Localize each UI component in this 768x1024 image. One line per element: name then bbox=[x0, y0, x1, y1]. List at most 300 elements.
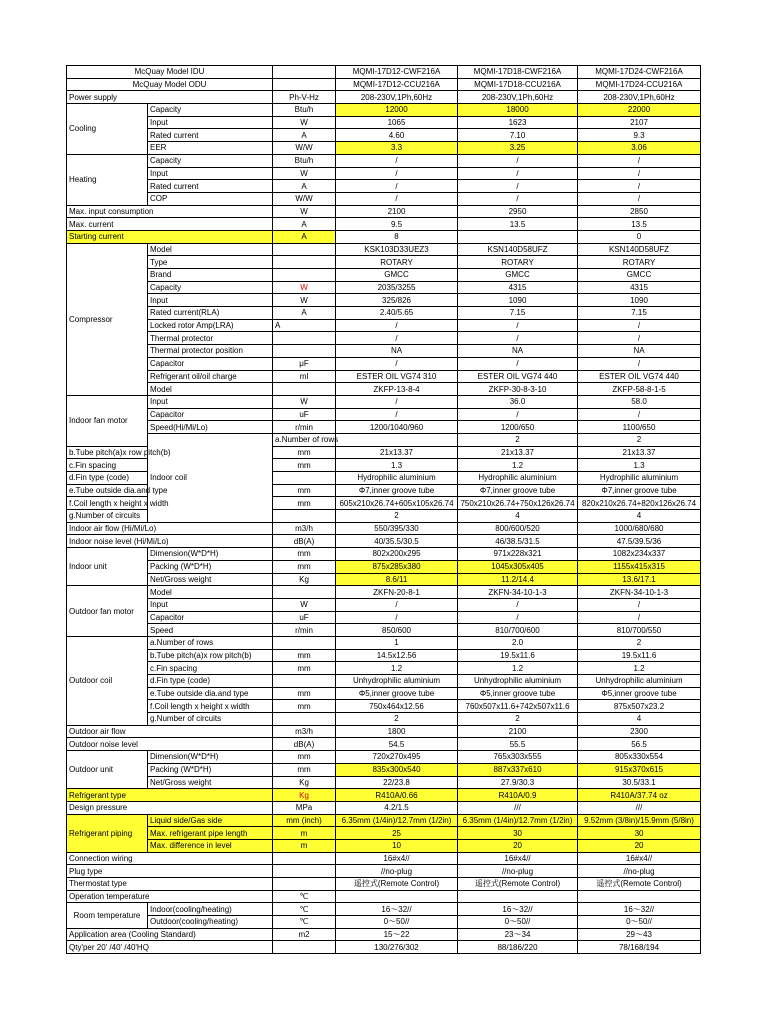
row-label: g.Number of circuits bbox=[67, 510, 148, 523]
value-cell: / bbox=[336, 192, 458, 205]
value-cell: ZKFN-20-8-1 bbox=[336, 586, 458, 599]
value-cell: 46/38.5/31.5 bbox=[458, 535, 578, 548]
value-cell: / bbox=[458, 319, 578, 332]
value-cell: 遥控式(Remote Control) bbox=[458, 878, 578, 891]
spec-row bbox=[67, 776, 701, 789]
unit-cell bbox=[273, 66, 336, 79]
row-label: Max. input consumption bbox=[67, 205, 273, 218]
group-label: Indoor unit bbox=[67, 548, 148, 586]
value-cell: 875x507x23.2 bbox=[578, 700, 701, 713]
unit-cell: W bbox=[273, 395, 336, 408]
value-cell: 16～32// bbox=[578, 903, 701, 916]
value-cell: 9.52mm (3/8in)/15.9mm (5/8in) bbox=[578, 814, 701, 827]
group-label: Outdoor fan motor bbox=[67, 586, 148, 637]
row-label: Capacitor bbox=[148, 357, 273, 370]
value-cell: 4.60 bbox=[336, 129, 458, 142]
value-cell: 21x13.37 bbox=[336, 446, 458, 459]
group-label: Compressor bbox=[67, 243, 148, 395]
group-label: Indoor fan motor bbox=[67, 395, 148, 446]
value-cell: 208-230V,1Ph,60Hz bbox=[336, 91, 458, 104]
value-cell: R410A/0.9 bbox=[458, 789, 578, 802]
value-cell: 55.5 bbox=[458, 738, 578, 751]
row-label: Qty'per 20' /40' /40'HQ bbox=[67, 941, 273, 954]
value-cell: 2 bbox=[578, 636, 701, 649]
value-cell: 2.40/5.65 bbox=[336, 307, 458, 320]
row-label: d.Fin type (code) bbox=[148, 675, 273, 688]
row-label: Operation temperature bbox=[67, 890, 273, 903]
value-cell: 19.5x11.6 bbox=[458, 649, 578, 662]
spec-row bbox=[67, 167, 701, 180]
unit-cell: W bbox=[273, 167, 336, 180]
value-cell: ROTARY bbox=[336, 256, 458, 269]
value-cell: 2.0 bbox=[458, 636, 578, 649]
value-cell: / bbox=[578, 319, 701, 332]
value-cell bbox=[458, 230, 578, 243]
value-cell: ROTARY bbox=[458, 256, 578, 269]
spec-row bbox=[67, 497, 701, 510]
value-cell: NA bbox=[578, 345, 701, 358]
value-cell: 21x13.37 bbox=[458, 446, 578, 459]
value-cell: 1090 bbox=[578, 294, 701, 307]
value-cell: 1000/680/680 bbox=[578, 522, 701, 535]
spec-row bbox=[67, 142, 701, 155]
unit-cell: mm (inch) bbox=[273, 814, 336, 827]
unit-cell: W/W bbox=[273, 192, 336, 205]
value-cell: 0～50// bbox=[458, 916, 578, 929]
value-cell: ESTER OIL VG74 310 bbox=[336, 370, 458, 383]
spec-row bbox=[67, 180, 701, 193]
value-cell: 750x464x12.56 bbox=[336, 700, 458, 713]
value-cell: ZKFP-30-8-3-10 bbox=[458, 383, 578, 396]
row-label: Net/Gross weight bbox=[148, 573, 273, 586]
value-cell: 208-230V,1Ph,60Hz bbox=[458, 91, 578, 104]
spec-row bbox=[67, 269, 701, 282]
spec-row bbox=[67, 243, 701, 256]
spec-row bbox=[67, 789, 701, 802]
value-cell: 20 bbox=[578, 839, 701, 852]
spec-row bbox=[67, 598, 701, 611]
spec-row bbox=[67, 129, 701, 142]
row-label: Starting current bbox=[67, 230, 273, 243]
unit-cell: mm bbox=[273, 548, 336, 561]
spec-row bbox=[67, 230, 701, 243]
unit-cell bbox=[273, 510, 336, 523]
value-cell: Φ7,inner groove tube bbox=[336, 484, 458, 497]
value-cell: 78/168/194 bbox=[578, 941, 701, 954]
value-cell: MQMI-17D24-CCU216A bbox=[578, 78, 701, 91]
unit-cell: mm bbox=[273, 751, 336, 764]
value-cell: R410A/37.74 oz bbox=[578, 789, 701, 802]
value-cell: / bbox=[578, 332, 701, 345]
row-label: f.Coil length x height x width bbox=[148, 700, 273, 713]
unit-cell: mm bbox=[273, 662, 336, 675]
value-cell: NA bbox=[458, 345, 578, 358]
unit-cell bbox=[336, 433, 458, 446]
value-cell: 21x13.37 bbox=[578, 446, 701, 459]
value-cell: / bbox=[578, 180, 701, 193]
value-cell: 7.15 bbox=[578, 307, 701, 320]
spec-row bbox=[67, 281, 701, 294]
value-cell: 1 bbox=[336, 636, 458, 649]
row-label: Rated current bbox=[148, 129, 273, 142]
row-label: Max. current bbox=[67, 218, 273, 231]
spec-row bbox=[67, 713, 701, 726]
value-cell: Φ7,inner groove tube bbox=[578, 484, 701, 497]
unit-cell: Btu/h bbox=[273, 154, 336, 167]
value-cell: Φ5,inner groove tube bbox=[458, 687, 578, 700]
row-label: McQuay Model IDU bbox=[67, 66, 273, 79]
group-label: Heating bbox=[67, 154, 148, 205]
spec-row bbox=[67, 408, 701, 421]
spec-row bbox=[67, 649, 701, 662]
value-cell: / bbox=[336, 180, 458, 193]
row-label: Speed bbox=[148, 624, 273, 637]
value-cell: 3.3 bbox=[336, 142, 458, 155]
row-label: Speed(Hi/Mi/Lo) bbox=[148, 421, 273, 434]
unit-cell: r/min bbox=[273, 624, 336, 637]
value-cell: 8.6/11 bbox=[336, 573, 458, 586]
spec-row bbox=[67, 91, 701, 104]
unit-cell: dB(A) bbox=[273, 738, 336, 751]
unit-cell: W bbox=[273, 294, 336, 307]
value-cell: 27.9/30.3 bbox=[458, 776, 578, 789]
value-cell: 13.6/17.1 bbox=[578, 573, 701, 586]
value-cell: 25 bbox=[336, 827, 458, 840]
row-label: Type bbox=[148, 256, 273, 269]
spec-row bbox=[67, 383, 701, 396]
value-cell: 11.2/14.4 bbox=[458, 573, 578, 586]
value-cell: 2950 bbox=[458, 205, 578, 218]
spec-row bbox=[67, 548, 701, 561]
value-cell: Φ5,inner groove tube bbox=[578, 687, 701, 700]
value-cell: Hydrophilic aluminium bbox=[458, 472, 578, 485]
spec-row bbox=[67, 865, 701, 878]
value-cell: 6.35mm (1/4in)/12.7mm (1/2in) bbox=[458, 814, 578, 827]
value-cell: 4315 bbox=[458, 281, 578, 294]
row-label: f.Coil length x height x width bbox=[67, 497, 148, 510]
value-cell: 130/276/302 bbox=[336, 941, 458, 954]
value-cell: MQMI-17D18-CWF216A bbox=[458, 66, 578, 79]
spec-row bbox=[67, 66, 701, 79]
value-cell: //no-plug bbox=[336, 865, 458, 878]
value-cell: 4 bbox=[578, 713, 701, 726]
unit-cell bbox=[273, 586, 336, 599]
value-cell: / bbox=[578, 167, 701, 180]
value-cell: 1100/650 bbox=[578, 421, 701, 434]
unit-cell: A bbox=[273, 129, 336, 142]
row-label: Dimension(W*D*H) bbox=[148, 548, 273, 561]
value-cell: 47.5/39.5/36 bbox=[578, 535, 701, 548]
row-label: Power supply bbox=[67, 91, 273, 104]
value-cell: 56.5 bbox=[578, 738, 701, 751]
value-cell: 2 bbox=[336, 510, 458, 523]
value-cell: NA bbox=[336, 345, 458, 358]
value-cell: 13.5 bbox=[578, 218, 701, 231]
row-label: Liquid side/Gas side bbox=[148, 814, 273, 827]
value-cell: / bbox=[578, 408, 701, 421]
value-cell: 802x200x295 bbox=[336, 548, 458, 561]
row-label: Capacity bbox=[148, 154, 273, 167]
value-cell: 12000 bbox=[336, 104, 458, 117]
value-cell: 3.06 bbox=[578, 142, 701, 155]
row-label: Outdoor(cooling/heating) bbox=[148, 916, 273, 929]
row-label: b.Tube pitch(a)x row pitch(b) bbox=[67, 446, 148, 459]
value-cell: 325/826 bbox=[336, 294, 458, 307]
value-cell: 9.5 bbox=[336, 218, 458, 231]
value-cell: 1.2 bbox=[578, 662, 701, 675]
value-cell: 遥控式(Remote Control) bbox=[336, 878, 458, 891]
value-cell: 30 bbox=[578, 827, 701, 840]
row-label: Thermostat type bbox=[67, 878, 273, 891]
value-cell: / bbox=[458, 357, 578, 370]
row-label: Connection wiring bbox=[67, 852, 273, 865]
unit-cell bbox=[273, 345, 336, 358]
unit-cell: A bbox=[273, 218, 336, 231]
group-label: Indoor coil bbox=[148, 433, 273, 522]
value-cell: 1623 bbox=[458, 116, 578, 129]
value-cell: 29～43 bbox=[578, 928, 701, 941]
spec-row bbox=[67, 104, 701, 117]
row-label: g.Number of circuits bbox=[148, 713, 273, 726]
unit-cell: Kg bbox=[273, 789, 336, 802]
value-cell: Unhydrophilic aluminium bbox=[336, 675, 458, 688]
spec-row bbox=[67, 218, 701, 231]
value-cell: MQMI-17D12-CWF216A bbox=[336, 66, 458, 79]
unit-cell: m bbox=[273, 827, 336, 840]
value-cell: 20 bbox=[458, 839, 578, 852]
value-cell: / bbox=[578, 598, 701, 611]
value-cell: 22000 bbox=[578, 104, 701, 117]
value-cell: 1200/1040/960 bbox=[336, 421, 458, 434]
unit-cell: m3/h bbox=[273, 522, 336, 535]
unit-cell: Kg bbox=[273, 573, 336, 586]
row-label: Input bbox=[148, 294, 273, 307]
spec-row bbox=[67, 307, 701, 320]
spec-row bbox=[67, 700, 701, 713]
spec-table bbox=[66, 65, 701, 954]
value-cell: ZKFN-34-10-1-3 bbox=[458, 586, 578, 599]
value-cell: / bbox=[336, 395, 458, 408]
value-cell: 4315 bbox=[578, 281, 701, 294]
unit-cell: A bbox=[273, 180, 336, 193]
value-cell: 810/700/600 bbox=[458, 624, 578, 637]
row-label: Refrigerant oil/oil charge bbox=[148, 370, 273, 383]
unit-cell: m bbox=[273, 839, 336, 852]
value-cell: 88/186/220 bbox=[458, 941, 578, 954]
unit-cell: A bbox=[273, 307, 336, 320]
value-cell: 2850 bbox=[578, 205, 701, 218]
value-cell: 2 bbox=[458, 433, 578, 446]
spec-row bbox=[67, 78, 701, 91]
value-cell: 760x507x11.6+742x507x11.6 bbox=[458, 700, 578, 713]
value-cell: / bbox=[458, 154, 578, 167]
row-label: McQuay Model ODU bbox=[67, 78, 273, 91]
value-cell: 820x210x26.74+820x126x26.74 bbox=[578, 497, 701, 510]
spec-row bbox=[67, 662, 701, 675]
unit-cell bbox=[273, 865, 336, 878]
value-cell: 2 bbox=[336, 713, 458, 726]
value-cell: / bbox=[458, 192, 578, 205]
unit-cell bbox=[273, 243, 336, 256]
row-label: Outdoor noise level bbox=[67, 738, 273, 751]
unit-cell: W bbox=[273, 205, 336, 218]
value-cell: //no-plug bbox=[578, 865, 701, 878]
spec-row bbox=[67, 738, 701, 751]
row-label: Capacity bbox=[148, 104, 273, 117]
value-cell: Unhydrophilic aluminium bbox=[578, 675, 701, 688]
value-cell: KSK103D33UEZ3 bbox=[336, 243, 458, 256]
value-cell: 720x270x495 bbox=[336, 751, 458, 764]
unit-cell: mm bbox=[273, 497, 336, 510]
unit-cell: A bbox=[273, 319, 336, 332]
value-cell: 1800 bbox=[336, 725, 458, 738]
unit-cell: r/min bbox=[273, 421, 336, 434]
spec-row bbox=[67, 687, 701, 700]
value-cell: 1065 bbox=[336, 116, 458, 129]
value-cell: 30 bbox=[458, 827, 578, 840]
value-cell: 18000 bbox=[458, 104, 578, 117]
value-cell: / bbox=[336, 598, 458, 611]
value-cell: / bbox=[336, 611, 458, 624]
unit-cell: A bbox=[273, 230, 336, 243]
spec-row bbox=[67, 446, 701, 459]
group-label: Refrigerant piping bbox=[67, 814, 148, 852]
value-cell: 971x228x321 bbox=[458, 548, 578, 561]
spec-row bbox=[67, 903, 701, 916]
value-cell: KSN140D58UFZ bbox=[458, 243, 578, 256]
value-cell: 1.2 bbox=[336, 662, 458, 675]
value-cell: 2100 bbox=[458, 725, 578, 738]
row-label: Plug type bbox=[67, 865, 273, 878]
value-cell bbox=[578, 890, 701, 903]
value-cell: 40/35.5/30.5 bbox=[336, 535, 458, 548]
unit-cell: mm bbox=[273, 763, 336, 776]
value-cell: GMCC bbox=[578, 269, 701, 282]
unit-cell: uF bbox=[273, 611, 336, 624]
value-cell: 7.15 bbox=[458, 307, 578, 320]
unit-cell bbox=[273, 78, 336, 91]
value-cell: Hydrophilic aluminium bbox=[336, 472, 458, 485]
value-cell: 8 bbox=[336, 230, 458, 243]
value-cell: 9.3 bbox=[578, 129, 701, 142]
value-cell: 22/23.8 bbox=[336, 776, 458, 789]
value-cell: //no-plug bbox=[458, 865, 578, 878]
value-cell: 遥控式(Remote Control) bbox=[578, 878, 701, 891]
value-cell: 765x303x555 bbox=[458, 751, 578, 764]
value-cell: 58.0 bbox=[578, 395, 701, 408]
value-cell: 800/600/520 bbox=[458, 522, 578, 535]
value-cell: 750x210x26.74+750x126x26.74 bbox=[458, 497, 578, 510]
row-label: Thermal protector position bbox=[148, 345, 273, 358]
row-label: Design pressure bbox=[67, 801, 273, 814]
value-cell: 10 bbox=[336, 839, 458, 852]
value-cell: 3.25 bbox=[458, 142, 578, 155]
value-cell: Φ5,inner groove tube bbox=[336, 687, 458, 700]
value-cell: 16～32// bbox=[336, 903, 458, 916]
unit-cell: dB(A) bbox=[273, 535, 336, 548]
row-label: Packing (W*D*H) bbox=[148, 560, 273, 573]
value-cell: / bbox=[578, 192, 701, 205]
value-cell: 16～32// bbox=[458, 903, 578, 916]
spec-row bbox=[67, 484, 701, 497]
value-cell: R410A/0.66 bbox=[336, 789, 458, 802]
unit-cell: W/W bbox=[273, 142, 336, 155]
value-cell: / bbox=[458, 180, 578, 193]
row-label: Application area (Cooling Standard) bbox=[67, 928, 273, 941]
row-label: Input bbox=[148, 598, 273, 611]
row-label: Net/Gross weight bbox=[148, 776, 273, 789]
value-cell: GMCC bbox=[336, 269, 458, 282]
value-cell: 1155x415x315 bbox=[578, 560, 701, 573]
unit-cell bbox=[273, 636, 336, 649]
row-label: e.Tube outside dia.and type bbox=[148, 687, 273, 700]
value-cell: 2300 bbox=[578, 725, 701, 738]
value-cell: / bbox=[458, 332, 578, 345]
value-cell: / bbox=[336, 319, 458, 332]
spec-row bbox=[67, 395, 701, 408]
value-cell bbox=[458, 890, 578, 903]
value-cell: 23～34 bbox=[458, 928, 578, 941]
row-label: Capacitor bbox=[148, 408, 273, 421]
value-cell bbox=[336, 890, 458, 903]
unit-cell: ℃ bbox=[273, 890, 336, 903]
group-label: Room temperature bbox=[67, 903, 148, 928]
value-cell: Φ7,inner groove tube bbox=[458, 484, 578, 497]
unit-cell: Btu/h bbox=[273, 104, 336, 117]
row-label: Model bbox=[148, 586, 273, 599]
value-cell: 550/395/330 bbox=[336, 522, 458, 535]
value-cell: / bbox=[336, 357, 458, 370]
spec-row bbox=[67, 852, 701, 865]
row-label: Model bbox=[148, 243, 273, 256]
unit-cell: μF bbox=[273, 357, 336, 370]
spec-row bbox=[67, 801, 701, 814]
value-cell: 2 bbox=[578, 433, 701, 446]
value-cell: Unhydrophilic aluminium bbox=[458, 675, 578, 688]
spec-row bbox=[67, 675, 701, 688]
value-cell: / bbox=[578, 357, 701, 370]
value-cell: 14.5x12.56 bbox=[336, 649, 458, 662]
unit-cell: mm bbox=[273, 687, 336, 700]
row-label: Input bbox=[148, 395, 273, 408]
spec-row bbox=[67, 433, 701, 446]
spec-row bbox=[67, 763, 701, 776]
value-cell: 0～50// bbox=[336, 916, 458, 929]
row-label: Outdoor air flow bbox=[67, 725, 273, 738]
spec-row bbox=[67, 878, 701, 891]
row-label: Dimension(W*D*H) bbox=[148, 751, 273, 764]
row-label: Brand bbox=[148, 269, 273, 282]
value-cell: 1.3 bbox=[578, 459, 701, 472]
value-cell: / bbox=[458, 167, 578, 180]
value-cell: Hydrophilic aluminium bbox=[578, 472, 701, 485]
value-cell: 0 bbox=[578, 230, 701, 243]
value-cell: / bbox=[336, 332, 458, 345]
row-label: a.Number of rows bbox=[148, 636, 273, 649]
value-cell: / bbox=[336, 167, 458, 180]
row-label: Rated current bbox=[148, 180, 273, 193]
unit-cell bbox=[273, 878, 336, 891]
row-label: c.Fin spacing bbox=[148, 662, 273, 675]
row-label: Indoor air flow (Hi/Mi/Lo) bbox=[67, 522, 273, 535]
unit-cell bbox=[273, 713, 336, 726]
value-cell: 887x337x610 bbox=[458, 763, 578, 776]
spec-row bbox=[67, 916, 701, 929]
unit-cell bbox=[273, 332, 336, 345]
value-cell: / bbox=[578, 611, 701, 624]
value-cell: GMCC bbox=[458, 269, 578, 282]
value-cell: 13.5 bbox=[458, 218, 578, 231]
